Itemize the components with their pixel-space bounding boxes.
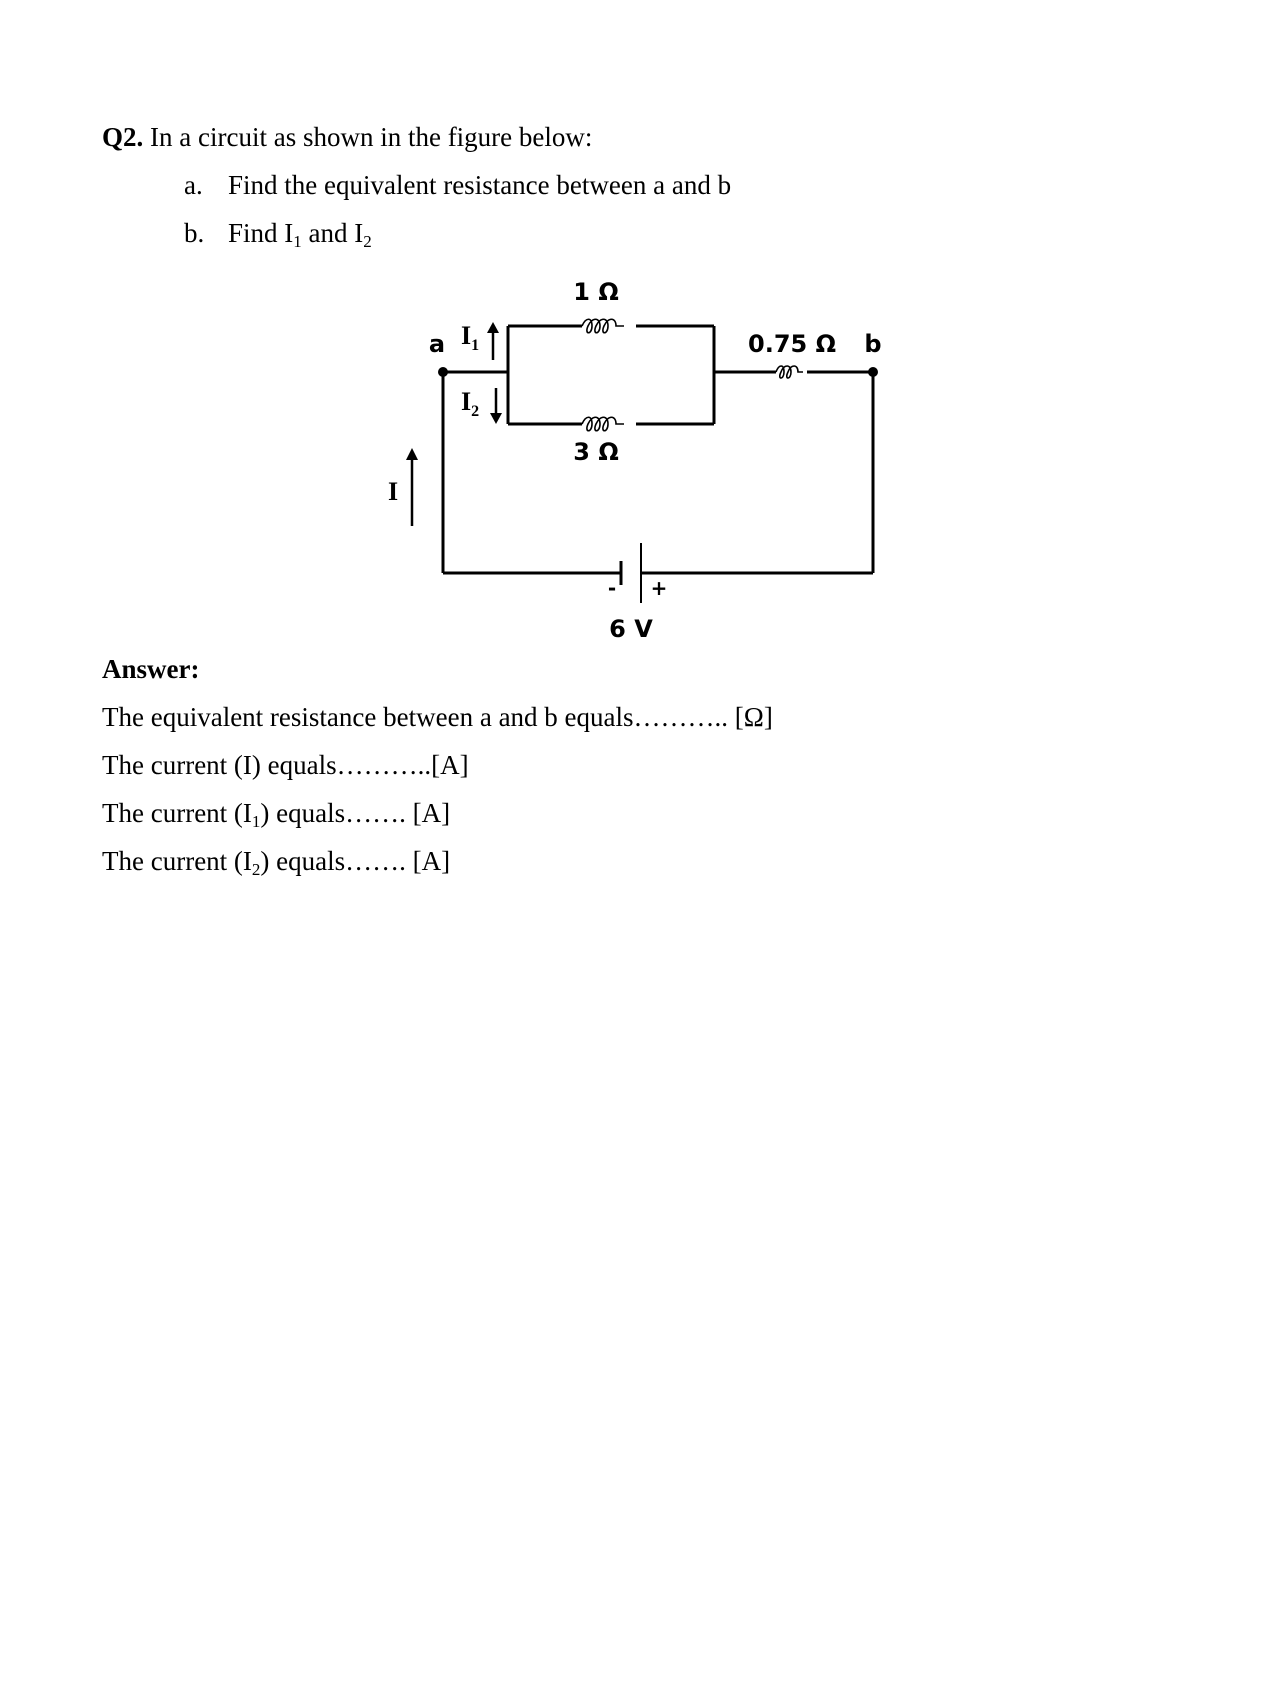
answer-line-equivalent-resistance — [102, 702, 773, 733]
node-a-dot — [438, 367, 448, 377]
item-marker: b. — [184, 218, 205, 248]
answer-unit: [Ω] — [728, 702, 773, 732]
question-number: Q2. — [102, 122, 144, 152]
subscript: 1 — [293, 232, 302, 251]
label-node-a: a — [428, 330, 446, 358]
subscript: 2 — [251, 860, 261, 879]
label-r-bottom: 3 Ω — [573, 438, 619, 466]
label-battery-positive: + — [650, 576, 668, 600]
answer-blank: ……. — [345, 798, 406, 828]
label-current-total: I — [387, 477, 399, 506]
answer-unit: [A] — [405, 798, 451, 828]
label-r-top: 1 Ω — [573, 278, 619, 306]
subscript: 1 — [251, 812, 261, 831]
circuit-wires — [443, 326, 873, 573]
answer-heading: Answer: — [102, 654, 200, 684]
label-r-series: 0.75 Ω — [748, 330, 836, 358]
label-battery-negative: - — [607, 576, 617, 600]
answer-text: ) equals — [260, 798, 346, 828]
battery-icon — [621, 543, 641, 603]
resistor-1-ohm — [582, 319, 624, 333]
answer-text: The current (I — [102, 798, 252, 828]
label-current-1: $I_1$ — [461, 321, 480, 354]
answer-unit: [A] — [405, 846, 451, 876]
answer-line-current-i2 — [102, 846, 450, 877]
item-marker: a. — [184, 170, 203, 200]
answer-text: The current (I) equals — [102, 750, 337, 780]
label-current-2: $I_2$ — [461, 387, 480, 420]
resistor-0-75-ohm — [776, 366, 803, 378]
answer-unit: [A] — [431, 750, 469, 780]
answer-blank: ……. — [345, 846, 406, 876]
arrow-up-icon — [406, 448, 418, 526]
item-text: and I — [301, 218, 364, 248]
subscript: 2 — [363, 232, 372, 251]
resistor-3-ohm — [582, 417, 624, 431]
answer-line-current-i1 — [102, 798, 450, 829]
question-text: In a circuit as shown in the figure below: — [150, 122, 593, 152]
node-b-dot — [868, 367, 878, 377]
item-text: Find I — [228, 218, 294, 248]
label-node-b: b — [864, 330, 882, 358]
arrow-up-icon — [487, 322, 499, 360]
item-text: Find the equivalent resistance between a and b — [228, 170, 732, 200]
answer-blank: ……….. — [633, 702, 729, 732]
label-battery: 6 V — [609, 615, 653, 643]
circuit-diagram — [0, 0, 1284, 700]
answer-text: The equivalent resistance between a and b equals — [102, 702, 634, 732]
answer-text: The current (I — [102, 846, 252, 876]
answer-line-current-i — [102, 750, 469, 781]
answer-blank: ……….. — [336, 750, 432, 780]
arrow-down-icon — [490, 388, 502, 424]
answer-text: ) equals — [260, 846, 346, 876]
